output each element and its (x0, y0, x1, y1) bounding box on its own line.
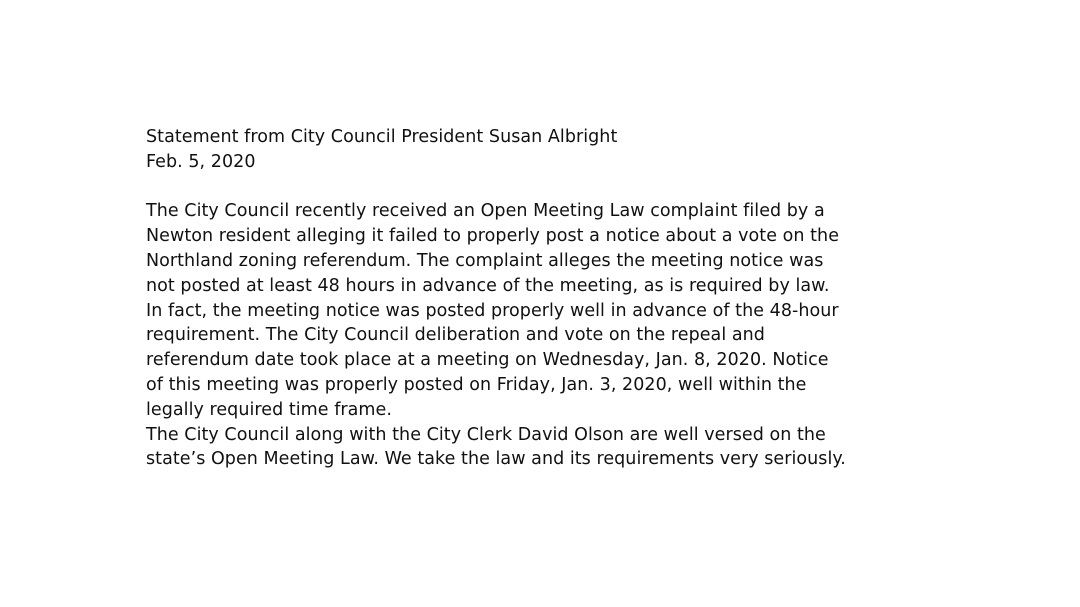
body-line: not posted at least 48 hours in advance of the meeting, as is required by law. (146, 275, 830, 296)
body-line: The City Council recently received an Open Meeting Law complaint filed by a (146, 201, 825, 222)
body-line: Newton resident alleging it failed to properly post a notice about a vote on the (146, 226, 840, 247)
body-line: legally required time frame. (146, 399, 392, 420)
body-line: In fact, the meeting notice was posted properly well in advance of the 48-hour (146, 300, 839, 321)
paragraph-spacer (146, 175, 1026, 200)
body-line: requirement. The City Council deliberation and vote on the repeal and (146, 325, 765, 346)
statement-document (146, 125, 1026, 472)
body-line: Northland zoning referendum. The complaint alleges the meeting notice was (146, 250, 824, 271)
body-line: referendum date took place at a meeting on Wednesday, Jan. 8, 2020. Notice (146, 350, 829, 371)
statement-date: Feb. 5, 2020 (146, 151, 256, 172)
body-line: state’s Open Meeting Law. We take the law and its requirements very seriously. (146, 449, 846, 470)
body-line: of this meeting was properly posted on Friday, Jan. 3, 2020, well within the (146, 374, 807, 395)
body-line: The City Council along with the City Clerk David Olson are well versed on the (146, 424, 826, 445)
statement-title: Statement from City Council President Susan Albright (146, 127, 618, 147)
